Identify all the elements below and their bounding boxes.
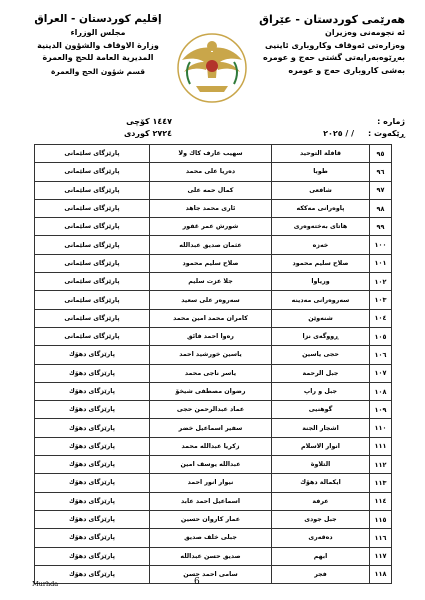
row-number-cell: ١١٥ [370,510,392,528]
agency-name-cell: ايكمالة دهۆك [272,474,370,492]
row-number-cell: ١٠٩ [370,401,392,419]
table-row [35,364,392,382]
year-block [32,116,172,140]
governorate-cell: پارێزگای دهۆك [35,364,150,382]
governorate-cell: پارێزگای سلێمانی [35,273,150,291]
agency-name-cell: طوبا [272,163,370,181]
row-number-cell: ١٠٦ [370,346,392,364]
header-arabic-subline: قسم شؤون الحج والعمرة [51,66,145,76]
agency-name-cell: اشجار الجنة [272,419,370,437]
governorate-cell: پارێزگای دهۆك [35,382,150,400]
header-kurdish-line: ئە نجومەنی وەزیران [325,28,405,37]
manager-name-cell: كامران محمد امين محمد [150,309,272,327]
table-row [35,236,392,254]
governorate-cell: پارێزگای سلێمانی [35,181,150,199]
governorate-cell: پارێزگای دهۆك [35,456,150,474]
governorate-cell: پارێزگای دهۆك [35,565,150,583]
agency-name-cell: جبل و راپ [272,382,370,400]
row-number-cell: ١١٣ [370,474,392,492]
governorate-cell: پارێزگای دهۆك [35,419,150,437]
manager-name-cell: رەوا احمد فائق [150,327,272,345]
governorate-cell: پارێزگای سلێمانی [35,291,150,309]
manager-name-cell: زكريا عبدالله محمد [150,437,272,455]
governorate-cell: پارێزگای دهۆك [35,474,150,492]
header-kurdish-line: بەڕێوەبەرایەتی گشتی حەج و عومرە [263,53,405,62]
governorate-cell: پارێزگای سلێمانی [35,145,150,163]
agency-name-cell: صلاح سليم محمود [272,254,370,272]
table-row [35,510,392,528]
table-row [35,529,392,547]
table-row [35,474,392,492]
row-number-cell: ٩٩ [370,218,392,236]
manager-name-cell: صلاح سليم محمود [150,254,272,272]
manager-name-cell: صدیق حسن عبدالله [150,547,272,565]
governorate-cell: پارێزگای سلێمانی [35,218,150,236]
header-arabic-line: المديرية العامة للحج والعمرة [42,53,154,62]
row-number-cell: ١١٧ [370,547,392,565]
manager-name-cell: سهيب عارف كاك ولا [150,145,272,163]
row-number-cell: ٩٥ [370,145,392,163]
agency-name-cell: خەزە [272,236,370,254]
governorate-cell: پارێزگای دهۆك [35,510,150,528]
table-row [35,254,392,272]
agency-name-cell: ابهم [272,547,370,565]
table-row [35,565,392,583]
table-row [35,218,392,236]
agency-name-cell: پاوەرانی مەككە [272,199,370,217]
manager-name-cell: شورش عمر غفور [150,218,272,236]
manager-name-cell: سەروەر علی سعید [150,291,272,309]
agency-name-cell: دەقەری [272,529,370,547]
agency-name-cell: فجر [272,565,370,583]
table-row [35,327,392,345]
year-hijri: ١٤٤٧ كۆچی [126,117,172,126]
table-row [35,437,392,455]
manager-name-cell: یاسر ناجی محمد [150,364,272,382]
manager-name-cell: عبدالله یوسف امين [150,456,272,474]
table-row [35,547,392,565]
governorate-cell: پارێزگای دهۆك [35,437,150,455]
manager-name-cell: سامی احمد حسن [150,565,272,583]
agency-name-cell: هاتای بەختەوەری [272,218,370,236]
header-kurdish-line: وەزارەتی ئەوقاف وكاروباری ئاینیی [265,40,405,50]
header-arabic [18,12,178,78]
governorate-cell: پارێزگای سلێمانی [35,309,150,327]
agency-name-cell: شافعی [272,181,370,199]
row-number-cell: ٩٦ [370,163,392,181]
table-row [35,199,392,217]
footer-text: Murhda [32,580,59,588]
agency-name-cell: وریاوا [272,273,370,291]
manager-name-cell: عثمان صدیق عبدالله [150,236,272,254]
agency-name-cell: سەروەرانی مەدینە [272,291,370,309]
table-row [35,456,392,474]
row-number-cell: ١٠٧ [370,364,392,382]
governorate-cell: پارێزگای سلێمانی [35,199,150,217]
header-arabic-title: إقليم كوردستان - العراق [34,13,162,25]
governorate-cell: پارێزگای سلێمانی [35,254,150,272]
manager-name-cell: عمار كاروان حسين [150,510,272,528]
row-number-cell: ١١٦ [370,529,392,547]
manager-name-cell: عماد عبدالرحمن حجى [150,401,272,419]
table-row [35,346,392,364]
manager-name-cell: جبلی خلف صدیق [150,529,272,547]
header-kurdish-line: بەشی كاروباری حەج و عومرە [288,65,405,75]
reference-date-row [275,128,405,140]
manager-name-cell: رضوان مصطفى شيخۆ [150,382,272,400]
row-number-cell: ١٠٠ [370,236,392,254]
table-row [35,273,392,291]
page-number: 6 [194,577,200,587]
row-number-cell: ١١٠ [370,419,392,437]
row-number-cell: ١٠١ [370,254,392,272]
governorate-cell: پارێزگای دهۆك [35,346,150,364]
row-number-cell: ١١٢ [370,456,392,474]
manager-name-cell: جلا عزت سليم [150,273,272,291]
agency-name-cell: ڕووگەی نزا [272,327,370,345]
agency-name-cell: التلاوة [272,456,370,474]
row-number-cell: ١١٤ [370,492,392,510]
row-number-cell: ٩٧ [370,181,392,199]
row-number-cell: ١٠٢ [370,273,392,291]
agency-name-cell: شنەوێن [272,309,370,327]
reference-date-label: ڕێكەوت : [368,129,405,138]
year-kurdish: ٢٧٢٤ كوردی [123,129,172,138]
agency-name-cell: انوار الاسلام [272,437,370,455]
agency-name-cell: گوهنيی [272,401,370,419]
kurdistan-emblem-icon [172,26,252,106]
table-row [35,401,392,419]
table-row [35,419,392,437]
reference-number-row [275,116,405,128]
agency-name-cell: جبل جودی [272,510,370,528]
governorate-cell: پارێزگای دهۆك [35,547,150,565]
governorate-cell: پارێزگای دهۆك [35,401,150,419]
manager-name-cell: نيوار انور احمد [150,474,272,492]
manager-name-cell: ئاری محمد جاهد [150,199,272,217]
agency-name-cell: عرفة [272,492,370,510]
manager-name-cell: اسماعیل احمد عابد [150,492,272,510]
manager-name-cell: سفیر اسماعیل خضر [150,419,272,437]
governorate-cell: پارێزگای دهۆك [35,492,150,510]
table-row [35,309,392,327]
row-number-cell: ١٠٥ [370,327,392,345]
agency-name-cell: قافلة التوحيد [272,145,370,163]
pilgrimage-agencies-table [34,144,392,584]
agency-name-cell: حجی یاسین [272,346,370,364]
header-kurdish-title: هەرێمی كوردستان - عێراق [259,13,405,26]
header-kurdish [230,12,405,77]
governorate-cell: پارێزگای سلێمانی [35,236,150,254]
reference-block [275,116,405,140]
row-number-cell: ١٠٣ [370,291,392,309]
header-arabic-line: مجلس الوزراء [70,28,126,37]
reference-date-value: / / ٢٠٢٥ [323,129,355,138]
table-row [35,163,392,181]
table-body [35,145,392,584]
table-row [35,291,392,309]
governorate-cell: پارێزگای سلێمانی [35,327,150,345]
header-arabic-line: وزارة الاوقاف والشؤون الدينية [37,40,159,50]
reference-number-label: ژمارە : [377,117,405,126]
row-number-cell: ١١١ [370,437,392,455]
table-row [35,145,392,163]
table-row [35,181,392,199]
row-number-cell: ١٠٤ [370,309,392,327]
row-number-cell: ٩٨ [370,199,392,217]
row-number-cell: ١١٨ [370,565,392,583]
manager-name-cell: یاسین خورشید احمد [150,346,272,364]
table-row [35,492,392,510]
manager-name-cell: دەریا علی محمد [150,163,272,181]
governorate-cell: پارێزگای دهۆك [35,529,150,547]
manager-name-cell: كمال حمه علی [150,181,272,199]
agency-name-cell: جبل الرحمة [272,364,370,382]
row-number-cell: ١٠٨ [370,382,392,400]
governorate-cell: پارێزگای سلێمانی [35,163,150,181]
table-row [35,382,392,400]
